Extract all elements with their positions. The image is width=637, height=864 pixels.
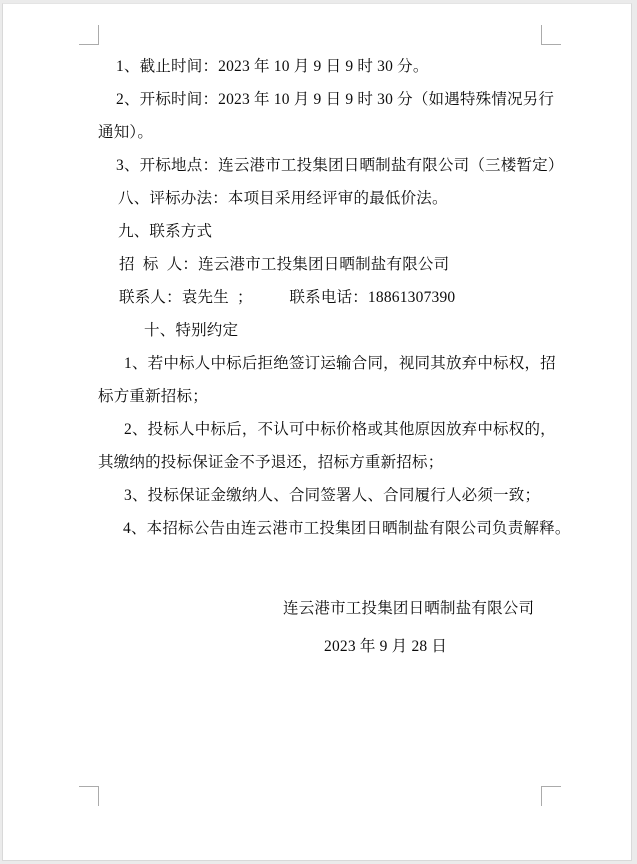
text-line: 4、本招标公告由连云港市工投集团日晒制盐有限公司负责解释。 [123,520,571,537]
text-line: 其缴纳的投标保证金不予退还，招标方重新招标； [98,454,444,471]
text-line: 2、开标时间：2023 年 10 月 9 日 9 时 30 分（如遇特殊情况另行 [116,91,555,108]
text-line: 标方重新招标； [98,388,208,405]
margin-mark-top-right-icon [541,25,561,45]
document-content [98,44,571,663]
text-line: 十、特别约定 [144,322,239,339]
margin-mark-top-left-icon [79,25,99,45]
text-line: 九、联系方式 [118,223,213,240]
text-line: 通知）。 [98,124,154,141]
text-line: 3、开标地点：连云港市工投集团日晒制盐有限公司（三楼暂定） [116,157,564,174]
signature-date: 2023 年 9 月 28 日 [324,638,448,655]
text-line: 招 标 人：连云港市工投集团日晒制盐有限公司 [119,256,450,273]
text-line: 1、若中标人中标后拒绝签订运输合同，视同其放弃中标权，招 [124,355,556,372]
text-line: 1、截止时间：2023 年 10 月 9 日 9 时 30 分。 [116,58,429,75]
text-line: 八、评标办法：本项目采用经评审的最低价法。 [118,190,448,207]
margin-mark-bottom-left-icon [79,786,99,806]
margin-mark-bottom-right-icon [541,786,561,806]
document-page [2,3,632,861]
text-line: 3、投标保证金缴纳人、合同签署人、合同履行人必须一致； [124,487,541,504]
text-line: 联系人：袁先生 ； 联系电话：18861307390 [119,289,456,306]
signature-company: 连云港市工投集团日晒制盐有限公司 [283,600,535,617]
text-line: 2、投标人中标后，不认可中标价格或其他原因放弃中标权的， [124,421,556,438]
document-body [98,50,571,545]
